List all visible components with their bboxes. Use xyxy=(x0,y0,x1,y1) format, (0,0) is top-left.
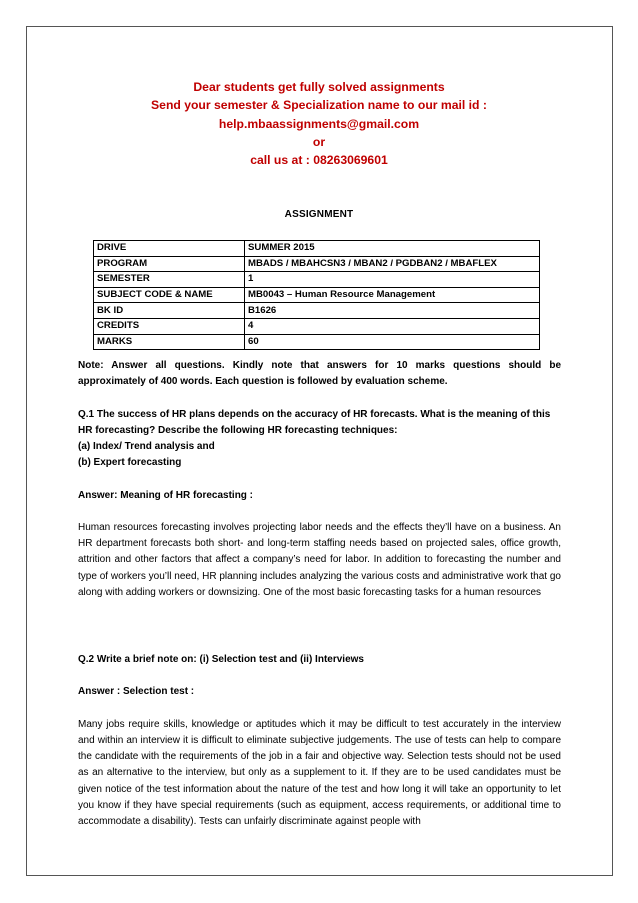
promo-banner xyxy=(0,78,638,169)
q1-option-b: (b) Expert forecasting xyxy=(78,457,182,469)
table-row xyxy=(94,318,540,334)
table-value: 60 xyxy=(245,334,540,350)
table-value: SUMMER 2015 xyxy=(245,241,540,257)
table-key: CREDITS xyxy=(94,318,245,334)
table-row xyxy=(94,256,540,272)
table-row xyxy=(94,241,540,257)
assignment-info-table xyxy=(93,240,540,350)
q1-answer-text: Human resources forecasting involves projecting labor needs and the effects they’ll have on a business. An HR department forecasts both short- and long-term staffing needs based on projected sales, office growth, attrition and other factors that affect a company’s need for labor. In addition to forecasting the number and type of workers you’ll need, HR planning includes analyzing the various costs and administrative work that go along with adding workers or downsizing. One of the most basic forecasting tasks for a human resources xyxy=(78,521,561,598)
table-value: 4 xyxy=(245,318,540,334)
table-value: B1626 xyxy=(245,303,540,319)
q2-answer-text: Many jobs require skills, knowledge or aptitudes which it may be difficult to test accurately in the interview and within an interview it is difficult to eliminate subjective judgements. The use of tests can help to compare the candidate with the requirements of the job in a fair and objective way. Selection tests should not be used as an alternative to the interview, but only as a supplement to it. If they are to be used candidates must be given notice of the test information about the nature of the test and how long it will take an opportunity to let you know if they have special requirements (such as equipment, access requirements, or additional time to accommodate a disability). Tests can unfairly discriminate against people with xyxy=(78,718,561,827)
table-row xyxy=(94,303,540,319)
table-value: MB0043 – Human Resource Management xyxy=(245,287,540,303)
table-key: SUBJECT CODE & NAME xyxy=(94,287,245,303)
table-key: DRIVE xyxy=(94,241,245,257)
document-body xyxy=(78,358,561,830)
note-paragraph: Note: Answer all questions. Kindly note that answers for 10 marks questions should be approximately of 400 words. Each question is followed by evaluation scheme. xyxy=(78,360,561,388)
banner-phone: call us at : 08263069601 xyxy=(250,153,388,168)
banner-email: help.mbaassignments@gmail.com xyxy=(218,116,420,131)
table-value: MBADS / MBAHCSN3 / MBAN2 / PGDBAN2 / MBAFLEX xyxy=(245,256,540,272)
q1-answer-heading: Answer: Meaning of HR forecasting : xyxy=(78,489,254,501)
table-value: 1 xyxy=(245,272,540,288)
table-row xyxy=(94,334,540,350)
table-row xyxy=(94,287,540,303)
table-key: SEMESTER xyxy=(94,272,245,288)
table-key: MARKS xyxy=(94,334,245,350)
q2-question: Q.2 Write a brief note on: (i) Selection test and (ii) Interviews xyxy=(78,654,364,665)
banner-line-1: Dear students get fully solved assignments xyxy=(193,80,445,94)
q1-option-a: (a) Index/ Trend analysis and xyxy=(78,441,215,452)
q2-answer-heading: Answer : Selection test : xyxy=(78,686,195,698)
table-row xyxy=(94,272,540,288)
banner-or: or xyxy=(312,134,326,149)
table-key: PROGRAM xyxy=(94,256,245,272)
q1-question: Q.1 The success of HR plans depends on the accuracy of HR forecasts. What is the meaning of this HR forecasting? Describe the following HR forecasting techniques: xyxy=(78,408,551,436)
assignment-title: ASSIGNMENT xyxy=(284,209,354,220)
table-key: BK ID xyxy=(94,303,245,319)
banner-line-2: Send your semester & Specialization name to our mail id : xyxy=(151,98,487,113)
